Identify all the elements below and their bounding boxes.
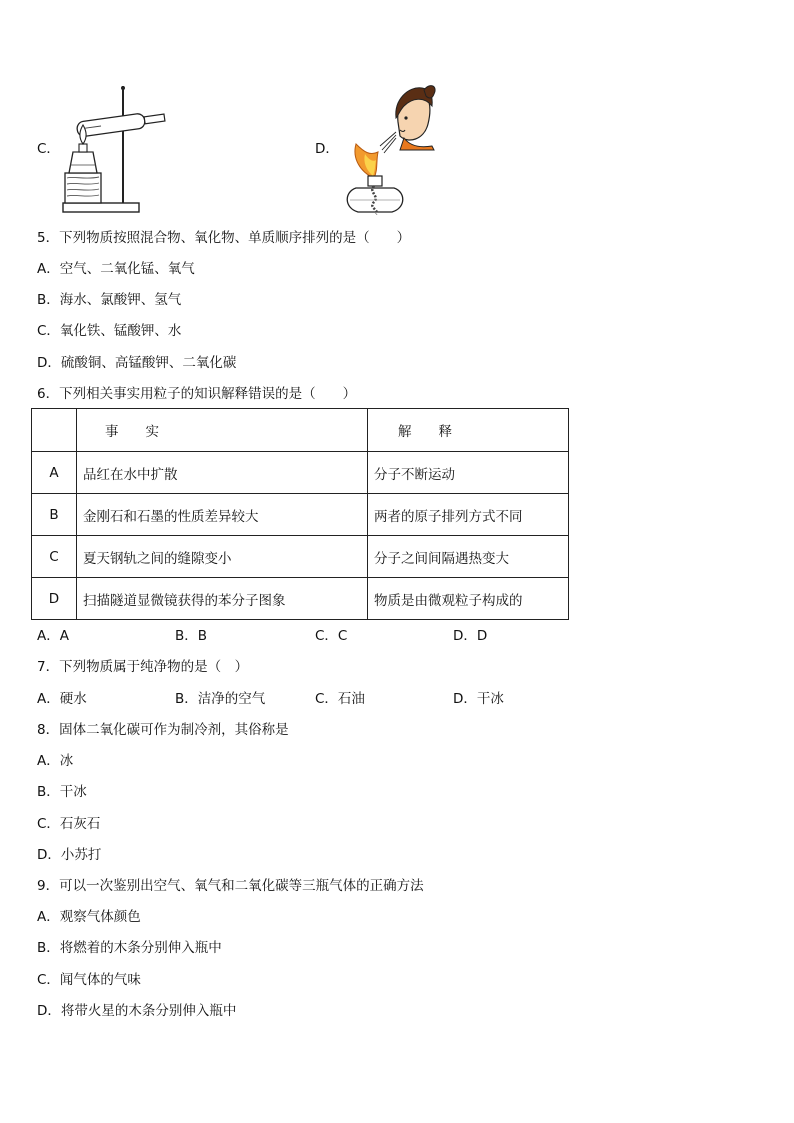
table-row bbox=[32, 578, 569, 620]
row-letter: D bbox=[32, 578, 77, 620]
q6-option-a: A．A bbox=[37, 628, 69, 644]
table-row bbox=[32, 452, 569, 494]
option-c-label: C． bbox=[37, 141, 60, 157]
q6-option-c: C．C bbox=[315, 628, 348, 644]
header-cell bbox=[32, 409, 77, 452]
row-explanation: 两者的原子排列方式不同 bbox=[368, 494, 569, 536]
q6-table bbox=[31, 408, 569, 620]
q5-option-a: A．空气、二氧化锰、氧气 bbox=[37, 261, 195, 277]
q5-stem: 5．下列物质按照混合物、氧化物、单质顺序排列的是（ ） bbox=[37, 230, 411, 246]
q9-option-b: B．将燃着的木条分别伸入瓶中 bbox=[37, 940, 222, 956]
blowing-out-alcohol-lamp-figure bbox=[338, 80, 436, 220]
option-d-label: D． bbox=[315, 141, 339, 157]
q5-option-c: C．氧化铁、锰酸钾、水 bbox=[37, 323, 182, 339]
q9-option-c: C．闻气体的气味 bbox=[37, 972, 141, 988]
q9-stem: 9．可以一次鉴别出空气、氧气和二氧化碳等三瓶气体的正确方法 bbox=[37, 878, 424, 894]
q9-option-a: A．观察气体颜色 bbox=[37, 909, 141, 925]
table-row bbox=[32, 536, 569, 578]
q9-option-d: D．将带火星的木条分别伸入瓶中 bbox=[37, 1003, 237, 1019]
q7-option-a: A．硬水 bbox=[37, 691, 87, 707]
row-fact: 夏天钢轨之间的缝隙变小 bbox=[77, 536, 368, 578]
q7-option-b: B．洁净的空气 bbox=[175, 691, 266, 707]
row-fact: 金刚石和石墨的性质差异较大 bbox=[77, 494, 368, 536]
q6-option-d: D．D bbox=[453, 628, 488, 644]
table-header-row bbox=[32, 409, 569, 452]
row-letter: A bbox=[32, 452, 77, 494]
q6-option-b: B．B bbox=[175, 628, 208, 644]
row-explanation: 分子之间间隔遇热变大 bbox=[368, 536, 569, 578]
heating-test-tube-apparatus-figure bbox=[55, 80, 170, 216]
table-row bbox=[32, 494, 569, 536]
q5-option-b: B．海水、氯酸钾、氢气 bbox=[37, 292, 182, 308]
q7-option-c: C．石油 bbox=[315, 691, 365, 707]
q8-option-b: B．干冰 bbox=[37, 784, 87, 800]
q8-option-d: D．小苏打 bbox=[37, 847, 102, 863]
q8-stem: 8．固体二氧化碳可作为制冷剂，其俗称是 bbox=[37, 722, 289, 738]
row-explanation: 分子不断运动 bbox=[368, 452, 569, 494]
q7-stem: 7．下列物质属于纯净物的是（ ） bbox=[37, 659, 249, 675]
row-letter: C bbox=[32, 536, 77, 578]
header-cell-fact: 事 实 bbox=[77, 409, 368, 452]
row-letter: B bbox=[32, 494, 77, 536]
q6-stem: 6．下列相关事实用粒子的知识解释错误的是（ ） bbox=[37, 386, 357, 402]
row-fact: 品红在水中扩散 bbox=[77, 452, 368, 494]
q8-option-a: A．冰 bbox=[37, 753, 74, 769]
header-cell-explanation: 解 释 bbox=[368, 409, 569, 452]
q8-option-c: C．石灰石 bbox=[37, 816, 101, 832]
q7-option-d: D．干冰 bbox=[453, 691, 504, 707]
q5-option-d: D．硫酸铜、高锰酸钾、二氧化碳 bbox=[37, 355, 237, 371]
row-explanation: 物质是由微观粒子构成的 bbox=[368, 578, 569, 620]
row-fact: 扫描隧道显微镜获得的苯分子图象 bbox=[77, 578, 368, 620]
